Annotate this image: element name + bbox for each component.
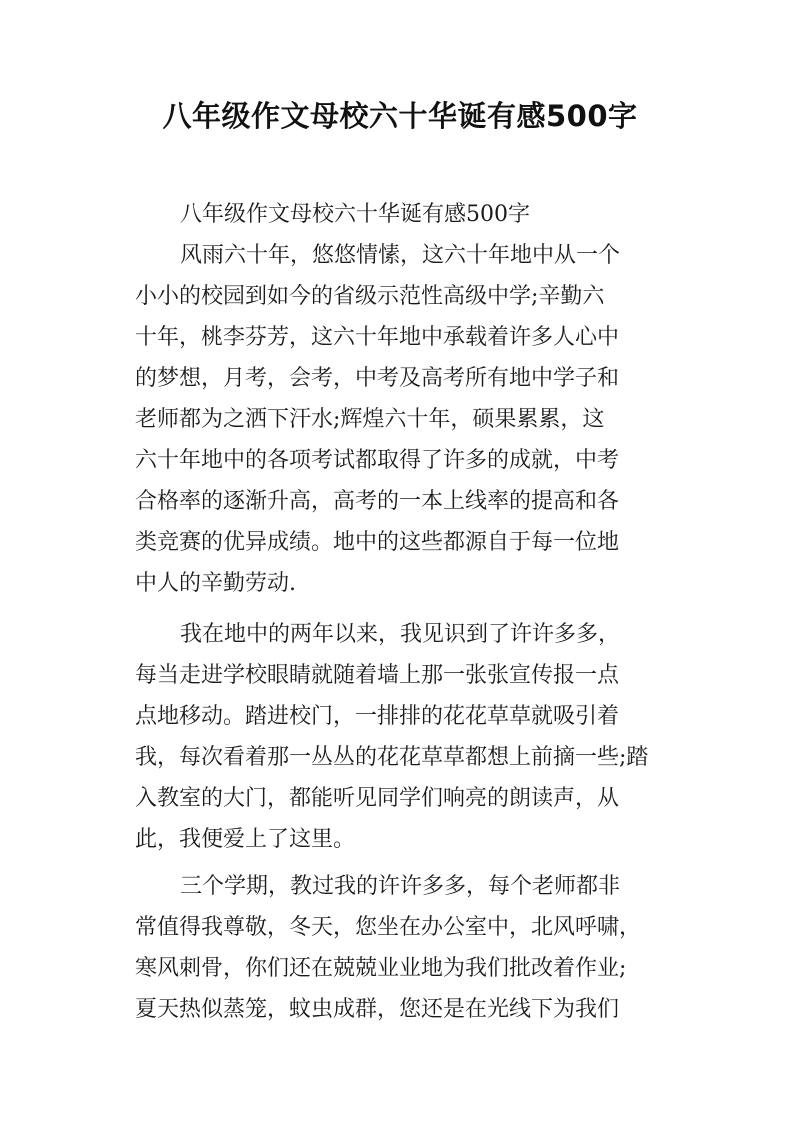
text-line: 类竞赛的优异成绩。地中的这些都源自于每一位地 <box>135 530 620 555</box>
text-line: 八年级作文母校六十华诞有感500字 <box>180 202 530 227</box>
text-line: 合格率的逐渐升高，高考的一本上线率的提高和各 <box>135 489 620 514</box>
text-line: 入教室的大门，都能听见同学们响亮的朗读声，从 <box>135 786 620 811</box>
document-title: 八年级作文母校六十华诞有感500字 <box>162 99 638 133</box>
text-line: 中人的辛勤劳动. <box>135 571 296 596</box>
text-line: 夏天热似蒸笼，蚊虫成群，您还是在光线下为我们 <box>135 997 620 1022</box>
text-line: 此，我便爱上了这里。 <box>135 827 356 852</box>
text-line: 点地移动。踏进校门，一排排的花花草草就吸引着 <box>135 704 620 729</box>
text-line: 三个学期，教过我的许许多多，每个老师都非 <box>180 874 621 899</box>
text-line: 常值得我尊敬，冬天，您坐在办公室中，北风呼啸， <box>135 915 642 940</box>
text-line: 我，每次看着那一丛丛的花花草草都想上前摘一些;踏 <box>135 745 649 770</box>
text-line: 十年，桃李芬芳，这六十年地中承载着许多人心中 <box>135 325 620 350</box>
text-line: 老师都为之洒下汗水;辉煌六十年，硕果累累，这 <box>135 407 605 432</box>
text-line: 的梦想，月考，会考，中考及高考所有地中学子和 <box>135 366 620 391</box>
text-line: 小小的校园到如今的省级示范性高级中学;辛勤六 <box>135 284 605 309</box>
text-line: 风雨六十年，悠悠情愫，这六十年地中从一个 <box>180 243 621 268</box>
text-line: 六十年地中的各项考试都取得了许多的成就，中考 <box>135 448 620 473</box>
text-line: 我在地中的两年以来，我见识到了许许多多， <box>180 622 621 647</box>
text-line: 每当走进学校眼睛就随着墙上那一张张宣传报一点 <box>135 663 620 688</box>
text-line: 寒风刺骨，你们还在兢兢业业地为我们批改着作业; <box>135 956 627 981</box>
